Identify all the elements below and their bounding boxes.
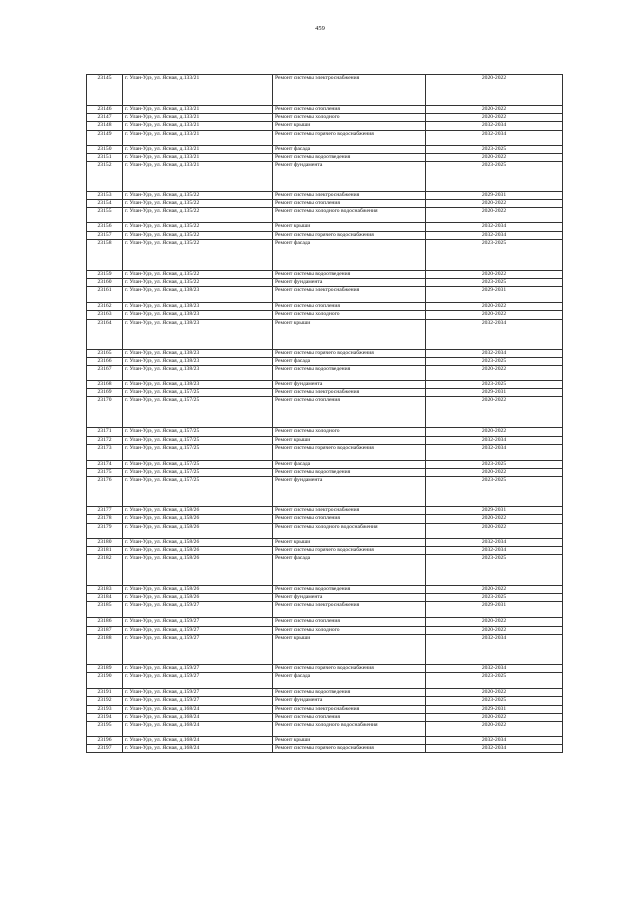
row-period: 2023-2025 bbox=[426, 381, 563, 389]
row-address: г. Улан-Удэ, ул. Ясная, д.157/25 bbox=[123, 428, 273, 436]
row-work-type: Ремонт фундамента bbox=[273, 279, 426, 287]
table-row bbox=[87, 546, 563, 554]
row-address: г. Улан-Удэ, ул. Ясная, д.168/24 bbox=[123, 736, 273, 744]
row-number: 23157 bbox=[87, 231, 123, 239]
row-work-type: Ремонт фасада bbox=[273, 673, 426, 689]
row-period: 2032-2034 bbox=[426, 546, 563, 554]
row-address: г. Улан-Удэ, ул. Ясная, д.138/23 bbox=[123, 311, 273, 319]
row-period: 2020-2022 bbox=[426, 311, 563, 319]
row-period: 2032-2034 bbox=[426, 634, 563, 664]
row-period: 2023-2025 bbox=[426, 673, 563, 689]
row-period: 2020-2022 bbox=[426, 428, 563, 436]
row-work-type: Ремонт крыши bbox=[273, 736, 426, 744]
table-row bbox=[87, 697, 563, 705]
row-period: 2029-2031 bbox=[426, 507, 563, 515]
row-address: г. Улан-Удэ, ул. Ясная, д.157/25 bbox=[123, 397, 273, 428]
row-work-type: Ремонт системы отопления bbox=[273, 303, 426, 311]
row-number: 23178 bbox=[87, 515, 123, 523]
row-number: 23151 bbox=[87, 153, 123, 161]
table-row bbox=[87, 460, 563, 468]
row-number: 23192 bbox=[87, 697, 123, 705]
row-period: 2032-2034 bbox=[426, 736, 563, 744]
row-period: 2023-2025 bbox=[426, 477, 563, 507]
table-row bbox=[87, 311, 563, 319]
row-address: г. Улан-Удэ, ул. Ясная, д.159/27 bbox=[123, 602, 273, 618]
row-period: 2029-2031 bbox=[426, 705, 563, 713]
row-address: г. Улан-Удэ, ул. Ясная, д.158/26 bbox=[123, 555, 273, 586]
row-number: 23161 bbox=[87, 287, 123, 303]
row-number: 23163 bbox=[87, 311, 123, 319]
row-work-type: Ремонт системы электроснабжения bbox=[273, 287, 426, 303]
row-work-type: Ремонт фундамента bbox=[273, 381, 426, 389]
row-work-type: Ремонт системы электроснабжения bbox=[273, 75, 426, 106]
row-period: 2020-2022 bbox=[426, 200, 563, 208]
row-period: 2020-2022 bbox=[426, 208, 563, 223]
table-row bbox=[87, 239, 563, 270]
table-row bbox=[87, 436, 563, 444]
table-row bbox=[87, 192, 563, 200]
row-period: 2023-2025 bbox=[426, 697, 563, 705]
row-number: 23147 bbox=[87, 114, 123, 122]
row-address: г. Улан-Удэ, ул. Ясная, д.159/27 bbox=[123, 618, 273, 626]
row-address: г. Улан-Удэ, ул. Ясная, д.157/25 bbox=[123, 477, 273, 507]
row-number: 23148 bbox=[87, 122, 123, 130]
row-work-type: Ремонт системы горячего водоснабжения bbox=[273, 745, 426, 753]
row-work-type: Ремонт фасада bbox=[273, 460, 426, 468]
table-row bbox=[87, 145, 563, 153]
row-period: 2020-2022 bbox=[426, 397, 563, 428]
row-number: 23190 bbox=[87, 673, 123, 689]
row-number: 23195 bbox=[87, 721, 123, 736]
table-row bbox=[87, 208, 563, 223]
row-address: г. Улан-Удэ, ул. Ясная, д.138/23 bbox=[123, 381, 273, 389]
row-work-type: Ремонт системы отопления bbox=[273, 200, 426, 208]
row-work-type: Ремонт системы отопления bbox=[273, 106, 426, 114]
row-period: 2029-2031 bbox=[426, 287, 563, 303]
row-period: 2029-2031 bbox=[426, 602, 563, 618]
row-work-type: Ремонт системы электроснабжения bbox=[273, 389, 426, 397]
row-address: г. Улан-Удэ, ул. Ясная, д.133/21 bbox=[123, 114, 273, 122]
row-address: г. Улан-Удэ, ул. Ясная, д.157/25 bbox=[123, 389, 273, 397]
row-number: 23188 bbox=[87, 634, 123, 664]
row-period: 2020-2022 bbox=[426, 713, 563, 721]
row-number: 23185 bbox=[87, 602, 123, 618]
row-work-type: Ремонт системы водоотведения bbox=[273, 270, 426, 278]
table-row bbox=[87, 106, 563, 114]
row-number: 23174 bbox=[87, 460, 123, 468]
row-work-type: Ремонт фундамента bbox=[273, 162, 426, 192]
row-work-type: Ремонт крыши bbox=[273, 436, 426, 444]
row-number: 23194 bbox=[87, 713, 123, 721]
row-period: 2020-2022 bbox=[426, 586, 563, 594]
row-address: г. Улан-Удэ, ул. Ясная, д.135/22 bbox=[123, 192, 273, 200]
row-work-type: Ремонт системы отопления bbox=[273, 515, 426, 523]
row-address: г. Улан-Удэ, ул. Ясная, д.135/22 bbox=[123, 270, 273, 278]
table-row bbox=[87, 200, 563, 208]
row-work-type: Ремонт системы водоотведения bbox=[273, 469, 426, 477]
row-number: 23181 bbox=[87, 546, 123, 554]
table-row bbox=[87, 555, 563, 586]
row-work-type: Ремонт фасада bbox=[273, 239, 426, 270]
row-address: г. Улан-Удэ, ул. Ясная, д.159/27 bbox=[123, 697, 273, 705]
table-row bbox=[87, 634, 563, 664]
row-number: 23158 bbox=[87, 239, 123, 270]
repair-schedule-table bbox=[86, 74, 563, 753]
row-work-type: Ремонт фундамента bbox=[273, 594, 426, 602]
row-work-type: Ремонт фасада bbox=[273, 145, 426, 153]
row-work-type: Ремонт системы водоотведения bbox=[273, 689, 426, 697]
row-work-type: Ремонт системы электроснабжения bbox=[273, 705, 426, 713]
row-work-type: Ремонт системы водоотведения bbox=[273, 153, 426, 161]
row-number: 23149 bbox=[87, 130, 123, 145]
row-work-type: Ремонт системы холодного водоснабжения bbox=[273, 523, 426, 538]
row-address: г. Улан-Удэ, ул. Ясная, д.133/21 bbox=[123, 145, 273, 153]
row-address: г. Улан-Удэ, ул. Ясная, д.138/23 bbox=[123, 303, 273, 311]
row-number: 23196 bbox=[87, 736, 123, 744]
row-number: 23166 bbox=[87, 357, 123, 365]
row-address: г. Улан-Удэ, ул. Ясная, д.158/26 bbox=[123, 594, 273, 602]
row-address: г. Улан-Удэ, ул. Ясная, д.133/21 bbox=[123, 75, 273, 106]
table-row bbox=[87, 705, 563, 713]
row-work-type: Ремонт фундамента bbox=[273, 697, 426, 705]
row-address: г. Улан-Удэ, ул. Ясная, д.133/21 bbox=[123, 106, 273, 114]
table-row bbox=[87, 444, 563, 460]
table-row bbox=[87, 349, 563, 357]
row-period: 2029-2031 bbox=[426, 389, 563, 397]
row-address: г. Улан-Удэ, ул. Ясная, д.133/21 bbox=[123, 130, 273, 145]
row-period: 2032-2034 bbox=[426, 745, 563, 753]
row-address: г. Улан-Удэ, ул. Ясная, д.158/26 bbox=[123, 523, 273, 538]
table-row bbox=[87, 689, 563, 697]
row-period: 2023-2025 bbox=[426, 239, 563, 270]
row-address: г. Улан-Удэ, ул. Ясная, д.135/22 bbox=[123, 200, 273, 208]
row-work-type: Ремонт фундамента bbox=[273, 477, 426, 507]
row-period: 2020-2022 bbox=[426, 618, 563, 626]
row-period: 2032-2034 bbox=[426, 319, 563, 349]
row-work-type: Ремонт системы отопления bbox=[273, 713, 426, 721]
row-address: г. Улан-Удэ, ул. Ясная, д.157/25 bbox=[123, 469, 273, 477]
row-period: 2023-2025 bbox=[426, 279, 563, 287]
row-address: г. Улан-Удэ, ул. Ясная, д.135/22 bbox=[123, 239, 273, 270]
row-work-type: Ремонт крыши bbox=[273, 634, 426, 664]
table-row bbox=[87, 594, 563, 602]
table-row bbox=[87, 130, 563, 145]
table-row bbox=[87, 231, 563, 239]
row-address: г. Улан-Удэ, ул. Ясная, д.138/23 bbox=[123, 287, 273, 303]
row-period: 2029-2031 bbox=[426, 192, 563, 200]
row-address: г. Улан-Удэ, ул. Ясная, д.159/27 bbox=[123, 673, 273, 689]
row-number: 23162 bbox=[87, 303, 123, 311]
row-work-type: Ремонт крыши bbox=[273, 319, 426, 349]
row-number: 23146 bbox=[87, 106, 123, 114]
row-work-type: Ремонт крыши bbox=[273, 122, 426, 130]
row-period: 2032-2034 bbox=[426, 349, 563, 357]
row-number: 23182 bbox=[87, 555, 123, 586]
row-address: г. Улан-Удэ, ул. Ясная, д.158/26 bbox=[123, 586, 273, 594]
row-number: 23169 bbox=[87, 389, 123, 397]
row-number: 23168 bbox=[87, 381, 123, 389]
row-period: 2020-2022 bbox=[426, 75, 563, 106]
row-work-type: Ремонт системы водоотведения bbox=[273, 586, 426, 594]
row-number: 23152 bbox=[87, 162, 123, 192]
row-number: 23160 bbox=[87, 279, 123, 287]
row-address: г. Улан-Удэ, ул. Ясная, д.138/23 bbox=[123, 366, 273, 381]
table-row bbox=[87, 673, 563, 689]
table-row bbox=[87, 523, 563, 538]
table-row bbox=[87, 122, 563, 130]
row-address: г. Улан-Удэ, ул. Ясная, д.133/21 bbox=[123, 122, 273, 130]
row-number: 23173 bbox=[87, 444, 123, 460]
row-number: 23156 bbox=[87, 223, 123, 231]
row-period: 2032-2034 bbox=[426, 122, 563, 130]
row-period: 2023-2025 bbox=[426, 555, 563, 586]
row-address: г. Улан-Удэ, ул. Ясная, д.135/22 bbox=[123, 223, 273, 231]
row-address: г. Улан-Удэ, ул. Ясная, д.133/21 bbox=[123, 153, 273, 161]
row-address: г. Улан-Удэ, ул. Ясная, д.158/26 bbox=[123, 507, 273, 515]
table-row bbox=[87, 507, 563, 515]
row-number: 23153 bbox=[87, 192, 123, 200]
row-address: г. Улан-Удэ, ул. Ясная, д.159/27 bbox=[123, 689, 273, 697]
row-work-type: Ремонт системы горячего водоснабжения bbox=[273, 546, 426, 554]
row-work-type: Ремонт системы горячего водоснабжения bbox=[273, 664, 426, 672]
table-row bbox=[87, 469, 563, 477]
table-row bbox=[87, 357, 563, 365]
row-period: 2023-2025 bbox=[426, 460, 563, 468]
table-row bbox=[87, 586, 563, 594]
row-work-type: Ремонт системы холодного водоснабжения bbox=[273, 721, 426, 736]
row-number: 23183 bbox=[87, 586, 123, 594]
table-row bbox=[87, 162, 563, 192]
row-work-type: Ремонт системы горячего водоснабжения bbox=[273, 444, 426, 460]
row-address: г. Улан-Удэ, ул. Ясная, д.158/26 bbox=[123, 546, 273, 554]
row-address: г. Улан-Удэ, ул. Ясная, д.138/23 bbox=[123, 319, 273, 349]
table-row bbox=[87, 270, 563, 278]
row-number: 23145 bbox=[87, 75, 123, 106]
row-number: 23171 bbox=[87, 428, 123, 436]
row-address: г. Улан-Удэ, ул. Ясная, д.159/27 bbox=[123, 626, 273, 634]
row-number: 23175 bbox=[87, 469, 123, 477]
table-row bbox=[87, 114, 563, 122]
row-period: 2020-2022 bbox=[426, 106, 563, 114]
row-work-type: Ремонт системы электроснабжения bbox=[273, 192, 426, 200]
table-row bbox=[87, 75, 563, 106]
page-number: 459 bbox=[315, 25, 325, 32]
table-row bbox=[87, 602, 563, 618]
row-period: 2020-2022 bbox=[426, 689, 563, 697]
row-number: 23150 bbox=[87, 145, 123, 153]
row-period: 2020-2022 bbox=[426, 114, 563, 122]
row-address: г. Улан-Удэ, ул. Ясная, д.133/21 bbox=[123, 162, 273, 192]
row-address: г. Улан-Удэ, ул. Ясная, д.158/26 bbox=[123, 538, 273, 546]
table-row bbox=[87, 366, 563, 381]
row-period: 2032-2034 bbox=[426, 130, 563, 145]
row-period: 2020-2022 bbox=[426, 153, 563, 161]
row-address: г. Улан-Удэ, ул. Ясная, д.157/25 bbox=[123, 460, 273, 468]
row-address: г. Улан-Удэ, ул. Ясная, д.138/23 bbox=[123, 357, 273, 365]
row-work-type: Ремонт системы холодного bbox=[273, 114, 426, 122]
row-number: 23172 bbox=[87, 436, 123, 444]
table-row bbox=[87, 713, 563, 721]
table-row bbox=[87, 745, 563, 753]
table-row bbox=[87, 279, 563, 287]
row-work-type: Ремонт системы холодного водоснабжения bbox=[273, 208, 426, 223]
row-number: 23154 bbox=[87, 200, 123, 208]
table-row bbox=[87, 223, 563, 231]
table-row bbox=[87, 319, 563, 349]
row-work-type: Ремонт системы водоотведения bbox=[273, 366, 426, 381]
row-period: 2023-2025 bbox=[426, 357, 563, 365]
table-row bbox=[87, 538, 563, 546]
row-period: 2020-2022 bbox=[426, 626, 563, 634]
row-period: 2020-2022 bbox=[426, 469, 563, 477]
table-row bbox=[87, 153, 563, 161]
row-number: 23165 bbox=[87, 349, 123, 357]
row-number: 23180 bbox=[87, 538, 123, 546]
row-work-type: Ремонт фасада bbox=[273, 357, 426, 365]
row-period: 2020-2022 bbox=[426, 366, 563, 381]
row-work-type: Ремонт системы электроснабжения bbox=[273, 602, 426, 618]
row-work-type: Ремонт системы холодного bbox=[273, 428, 426, 436]
row-number: 23179 bbox=[87, 523, 123, 538]
row-number: 23191 bbox=[87, 689, 123, 697]
table-row bbox=[87, 664, 563, 672]
row-work-type: Ремонт системы горячего водоснабжения bbox=[273, 130, 426, 145]
table-row bbox=[87, 515, 563, 523]
row-period: 2020-2022 bbox=[426, 523, 563, 538]
table-row bbox=[87, 736, 563, 744]
row-period: 2032-2034 bbox=[426, 444, 563, 460]
row-number: 23177 bbox=[87, 507, 123, 515]
row-work-type: Ремонт системы горячего водоснабжения bbox=[273, 231, 426, 239]
row-period: 2020-2022 bbox=[426, 270, 563, 278]
table-body bbox=[87, 75, 563, 753]
row-work-type: Ремонт крыши bbox=[273, 223, 426, 231]
row-number: 23159 bbox=[87, 270, 123, 278]
row-address: г. Улан-Удэ, ул. Ясная, д.168/24 bbox=[123, 721, 273, 736]
row-address: г. Улан-Удэ, ул. Ясная, д.138/23 bbox=[123, 349, 273, 357]
row-address: г. Улан-Удэ, ул. Ясная, д.168/24 bbox=[123, 713, 273, 721]
row-number: 23184 bbox=[87, 594, 123, 602]
row-work-type: Ремонт системы отопления bbox=[273, 397, 426, 428]
row-address: г. Улан-Удэ, ул. Ясная, д.158/26 bbox=[123, 515, 273, 523]
row-number: 23186 bbox=[87, 618, 123, 626]
row-number: 23189 bbox=[87, 664, 123, 672]
row-number: 23155 bbox=[87, 208, 123, 223]
row-period: 2032-2034 bbox=[426, 664, 563, 672]
row-period: 2020-2022 bbox=[426, 721, 563, 736]
row-work-type: Ремонт системы горячего водоснабжения bbox=[273, 349, 426, 357]
row-number: 23164 bbox=[87, 319, 123, 349]
row-work-type: Ремонт системы отопления bbox=[273, 618, 426, 626]
row-period: 2020-2022 bbox=[426, 303, 563, 311]
table-row bbox=[87, 477, 563, 507]
table-row bbox=[87, 626, 563, 634]
table-row bbox=[87, 303, 563, 311]
row-address: г. Улан-Удэ, ул. Ясная, д.157/25 bbox=[123, 444, 273, 460]
row-period: 2020-2022 bbox=[426, 515, 563, 523]
row-address: г. Улан-Удэ, ул. Ясная, д.168/24 bbox=[123, 745, 273, 753]
row-address: г. Улан-Удэ, ул. Ясная, д.157/25 bbox=[123, 436, 273, 444]
row-work-type: Ремонт системы электроснабжения bbox=[273, 507, 426, 515]
row-number: 23197 bbox=[87, 745, 123, 753]
row-work-type: Ремонт системы холодного bbox=[273, 626, 426, 634]
row-address: г. Улан-Удэ, ул. Ясная, д.159/27 bbox=[123, 664, 273, 672]
row-period: 2023-2025 bbox=[426, 162, 563, 192]
row-address: г. Улан-Удэ, ул. Ясная, д.135/22 bbox=[123, 231, 273, 239]
row-address: г. Улан-Удэ, ул. Ясная, д.168/24 bbox=[123, 705, 273, 713]
table-row bbox=[87, 428, 563, 436]
table-row bbox=[87, 287, 563, 303]
row-period: 2032-2034 bbox=[426, 231, 563, 239]
table-row bbox=[87, 397, 563, 428]
row-address: г. Улан-Удэ, ул. Ясная, д.159/27 bbox=[123, 634, 273, 664]
table-row bbox=[87, 389, 563, 397]
table-row bbox=[87, 618, 563, 626]
row-work-type: Ремонт системы холодного bbox=[273, 311, 426, 319]
row-number: 23176 bbox=[87, 477, 123, 507]
row-work-type: Ремонт крыши bbox=[273, 538, 426, 546]
table-row bbox=[87, 721, 563, 736]
row-number: 23193 bbox=[87, 705, 123, 713]
row-period: 2023-2025 bbox=[426, 145, 563, 153]
row-number: 23167 bbox=[87, 366, 123, 381]
table-row bbox=[87, 381, 563, 389]
row-period: 2023-2025 bbox=[426, 594, 563, 602]
row-period: 2032-2034 bbox=[426, 223, 563, 231]
row-number: 23187 bbox=[87, 626, 123, 634]
row-address: г. Улан-Удэ, ул. Ясная, д.135/22 bbox=[123, 208, 273, 223]
row-work-type: Ремонт фасада bbox=[273, 555, 426, 586]
row-address: г. Улан-Удэ, ул. Ясная, д.135/22 bbox=[123, 279, 273, 287]
row-number: 23170 bbox=[87, 397, 123, 428]
row-period: 2032-2034 bbox=[426, 538, 563, 546]
row-period: 2032-2034 bbox=[426, 436, 563, 444]
